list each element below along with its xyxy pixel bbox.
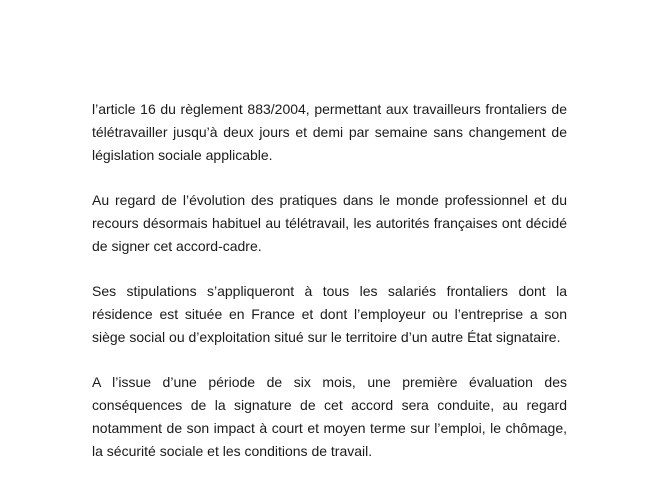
document-page [92, 98, 567, 485]
paragraph-3: Ses stipulations s’appliqueront à tous les salariés frontaliers dont la résidence est située en France et dont l’employeur ou l’entreprise a son siège social ou d’exploitation situé sur le territoire d’un autre État signataire. [92, 283, 567, 345]
paragraph-1: l’article 16 du règlement 883/2004, permettant aux travailleurs frontaliers de télétravailler jusqu’à deux jours et demi par semaine sans changement de législation sociale applicable. [92, 101, 567, 163]
paragraph-4: A l’issue d’une période de six mois, une première évaluation des conséquences de la signature de cet accord sera conduite, au regard notamment de son impact à court et moyen terme sur l’emploi, le chômage, la sécurité sociale et les conditions de travail. [92, 374, 567, 459]
paragraph-2: Au regard de l’évolution des pratiques dans le monde professionnel et du recours désormais habituel au télétravail, les autorités françaises ont décidé de signer cet accord-cadre. [92, 192, 567, 254]
